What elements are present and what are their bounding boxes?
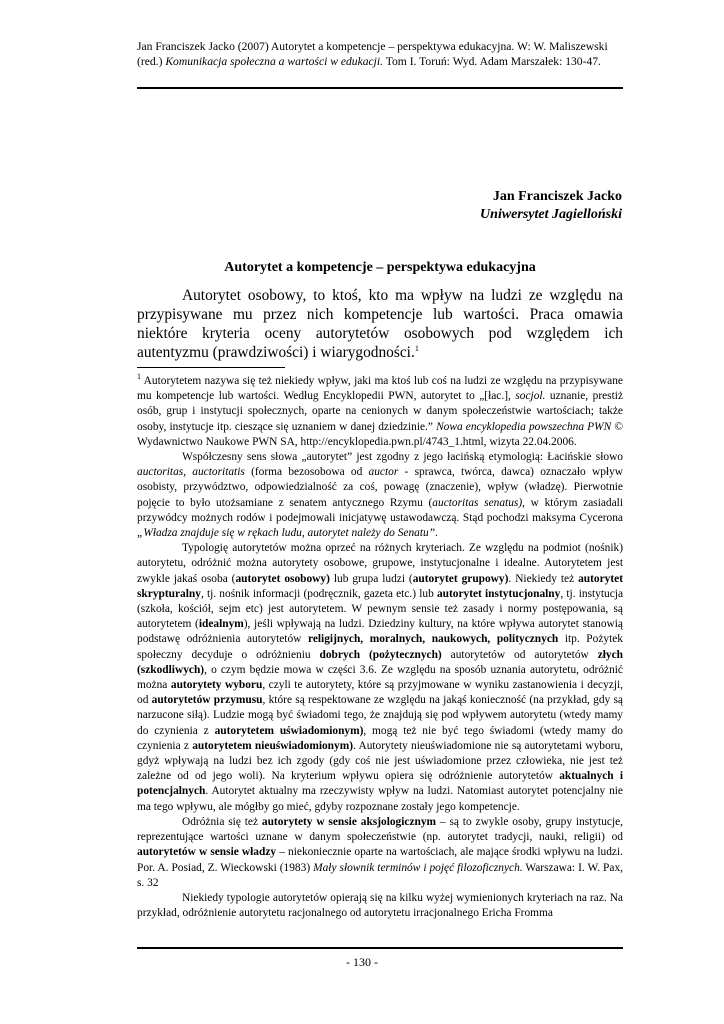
fn2-text-c: - sprawca, twórca, dawca) oznaczało wpływ osobisty, przywództwo, odpowiedzialność za coś, powagę (znaczenie), wpływ (władzę). Pierwotnie pojęcie to było utożsamiane z senatem antycznego Rzymu ( [137,466,623,509]
fn3-t12: , mogą też nie być tego świadomi (wtedy mamy do czynienia z [137,724,623,752]
fn4-b2: autorytetów w sensie władzy [137,846,277,859]
fn3-b11: autorytetem uświadomionym) [214,724,364,737]
footnote-paragraph-1 [137,374,623,450]
header-divider [137,87,623,89]
fn1-socjol: socjol. [515,390,546,403]
fn1-source: Nowa encyklopedia powszechna PWN [436,420,612,433]
fn2-senatus: auctoritas senatus) [432,496,523,509]
fn4-t2: – są to zwykle osoby, grupy instytucje, reprezentujące wartości uznane w danym społeczeństwie (np. autorytet tradycji, nauki, religii) od [137,815,624,844]
footnote-paragraph-4 [137,815,623,891]
fn3-b10: autorytetów przymusu [151,694,263,707]
fn2-latin: auctoritas, auctoritatis [137,466,245,479]
fn3-b3: autorytet skrypturalny [137,572,624,600]
footnote-paragraph-3 [137,541,623,815]
footnote-divider [137,367,285,368]
fn4-b1: autorytety w sensie aksjologicznym [261,815,437,828]
citation-part2: Tom I. Toruń: Wyd. Adam Marszałek: 130-47. [383,54,601,68]
fn3-t4: , tj. nośnik informacji (podręcznik, gazeta etc.) lub [200,587,437,600]
citation-part1: Jan Franciszek Jacko (2007) Autorytet a kompetencje – perspektywa edukacyjna. W: W. Maliszewski (red.) [137,40,608,68]
footnote-paragraph-5: Niekiedy typologie autorytetów opierają się na kilku wyżej wymienionych kryteriach na raz. Na przykład, odróżnienie autorytetu racjonalnego od autorytetu irracjonalnego Ericha Fromma [137,891,623,920]
author-affiliation: Uniwersytet Jagielloński [480,206,622,222]
fn3-t7: itp. Pożytek społeczny decyduje o odróżnieniu [137,633,623,661]
fn3-b5: idealnym [198,618,244,631]
fn1-text-b: uznanie, prestiż osób, grup i instytucji społecznych, oparte na cenionych w danym społeczeństwie wartościach; także osoby, instytucje itp. cieszące się uznaniem w danej dziedzinie.” [137,390,623,433]
fn3-t3: . Niekiedy też [508,572,579,585]
fn1-text-c: © Wydawnictwo Naukowe PWN SA, http://encyklopedia.pwn.pl/4743_1.html, wizyta 22.04.2006. [137,420,623,448]
fn3-b13: aktualnych i potencjalnych [137,770,624,798]
fn2-text-e: . [435,527,438,540]
citation-header [137,40,619,69]
fn1-text-a: Autorytetem nazywa się też niekiedy wpływ, jaki ma ktoś lub coś na ludzi ze względu na przypisywane mu kompetencje lub wartości. Według Encyklopedii PWN, autorytet to „[łac.], [137,375,623,403]
abstract-paragraph [137,286,623,362]
fn4-t4: Warszawa: I. W. Pax, s. 32 [137,861,623,889]
fn3-t8: autorytetów od autorytetów [441,648,598,661]
fn3-b6: religijnych, moralnych, naukowych, politycznych [307,633,559,646]
book-title: Komunikacja społeczna a wartości w edukacji. [165,54,384,68]
footnote-reference[interactable]: 1 [414,343,419,353]
fn3-t9: , o czym będzie mowa w części 3.6. Ze względu na sposób uznania autorytetu, odróżnić można [137,663,623,692]
author-block [480,188,622,223]
fn2-quote: „Władza znajduje się w rękach ludu, autorytet należy do Senatu” [137,527,436,540]
fn3-b4: autorytet instytucjonalny [436,587,561,600]
fn2-text-d: , w którym zasiadali przywódcy możnych rodów i podejmowali inicjatywę ustawodawczą. Stąd pochodzi maksyma Cycerona [137,496,623,524]
fn3-b12: autorytetem nieuświadomionym) [192,739,353,752]
fn3-b7: dobrych (pożytecznych) [319,648,442,661]
fn3-t5: , tj. instytucja (szkoła, kościół, sejm etc) jest autorytetem. W pewnym sensie też zasady i normy postępowania, są autorytetem ( [137,587,623,631]
fn3-b8: złych (szkodliwych) [137,648,624,676]
fn3-b2: autorytet grupowy) [412,572,509,585]
fn2-auctor: auctor [368,466,399,479]
fn3-t13: . Autorytety nieuświadomione nie są autorytetami wyboru, gdyż wpływają na ludzi bez ich zgody (gdy coś nie jest uświadomione przez człowieka, nie jest też zależne od od jego woli). Na kryterium wpływu opiera się odróżnienie autorytetów [137,739,624,783]
fn4-t1: Odróżnia się też [182,815,262,828]
fn3-t6: ), jeśli wpływają na ludzi. Dziedziny kultury, na które wpływa autorytet stanowią podstawę odróżnienia autorytetów [137,618,623,646]
fn2-text-b: (forma bezosobowa od [244,466,369,479]
fn4-t3: – niekoniecznie oparte na wartościach, ale mające środki wpływu na ludzi. Por. A. Posiad, Z. Wieckowski (1983) [137,846,623,874]
footnote-mark: 1 [137,372,141,382]
fn3-b1: autorytet osobowy) [235,572,330,585]
footnote-paragraph-2 [137,450,623,541]
author-name: Jan Franciszek Jacko [492,189,622,204]
fn4-i1: Mały słownik terminów i pojęć filozoficznych. [313,861,523,874]
fn3-t14: . Autorytet aktualny ma rzeczywisty wpływ na ludzi. Natomiast autorytet potencjalny nie ma tego wpływu, ale mógłby go mieć, gdyby rozpoznane zostały jego kompetencje. [137,785,623,813]
fn2-text-a: Współczesny sens słowa „autorytet” jest zgodny z jego łacińską etymologią: Łacińskie słowo [182,451,623,464]
fn3-b9: autorytety wyboru [170,679,263,692]
fn3-t10: , czyli te autorytety, które są przyjmowane w wyniku zastanowienia i decyzji, od [137,679,623,707]
fn3-t2: lub grupa ludzi ( [329,572,413,585]
footnote [137,374,623,921]
abstract-text: Autorytet osobowy, to ktoś, kto ma wpływ na ludzi ze względu na przypisywane mu przez nich kompetencje lub wartości. Praca omawia niektóre kryteria oceny autorytetów osobowych pod względem ich autentyzmu (prawdziwości) i wiarygodności. [137,287,623,361]
page-number: - 130 - [346,955,378,969]
fn3-t1: Typologię autorytetów można oprzeć na różnych kryteriach. Ze względu na podmiot (nośnik) autorytetu, odróżnić można autorytety osobowe, grupowe, instytucjonalne i idealne. Autorytetem jest zwykle jakaś osoba ( [137,542,623,585]
footer-divider [137,947,623,949]
fn3-t11: , które są respektowane ze względu na jakąś konieczność (na przykład, gdy są narzucone siłą). Ludzie mogą być świadomi tego, że znajdują się pod wpływem autorytetu (wtedy mamy do czynienia z [137,694,623,737]
article-title: Autorytet a kompetencje – perspektywa edukacyjna [224,260,536,275]
